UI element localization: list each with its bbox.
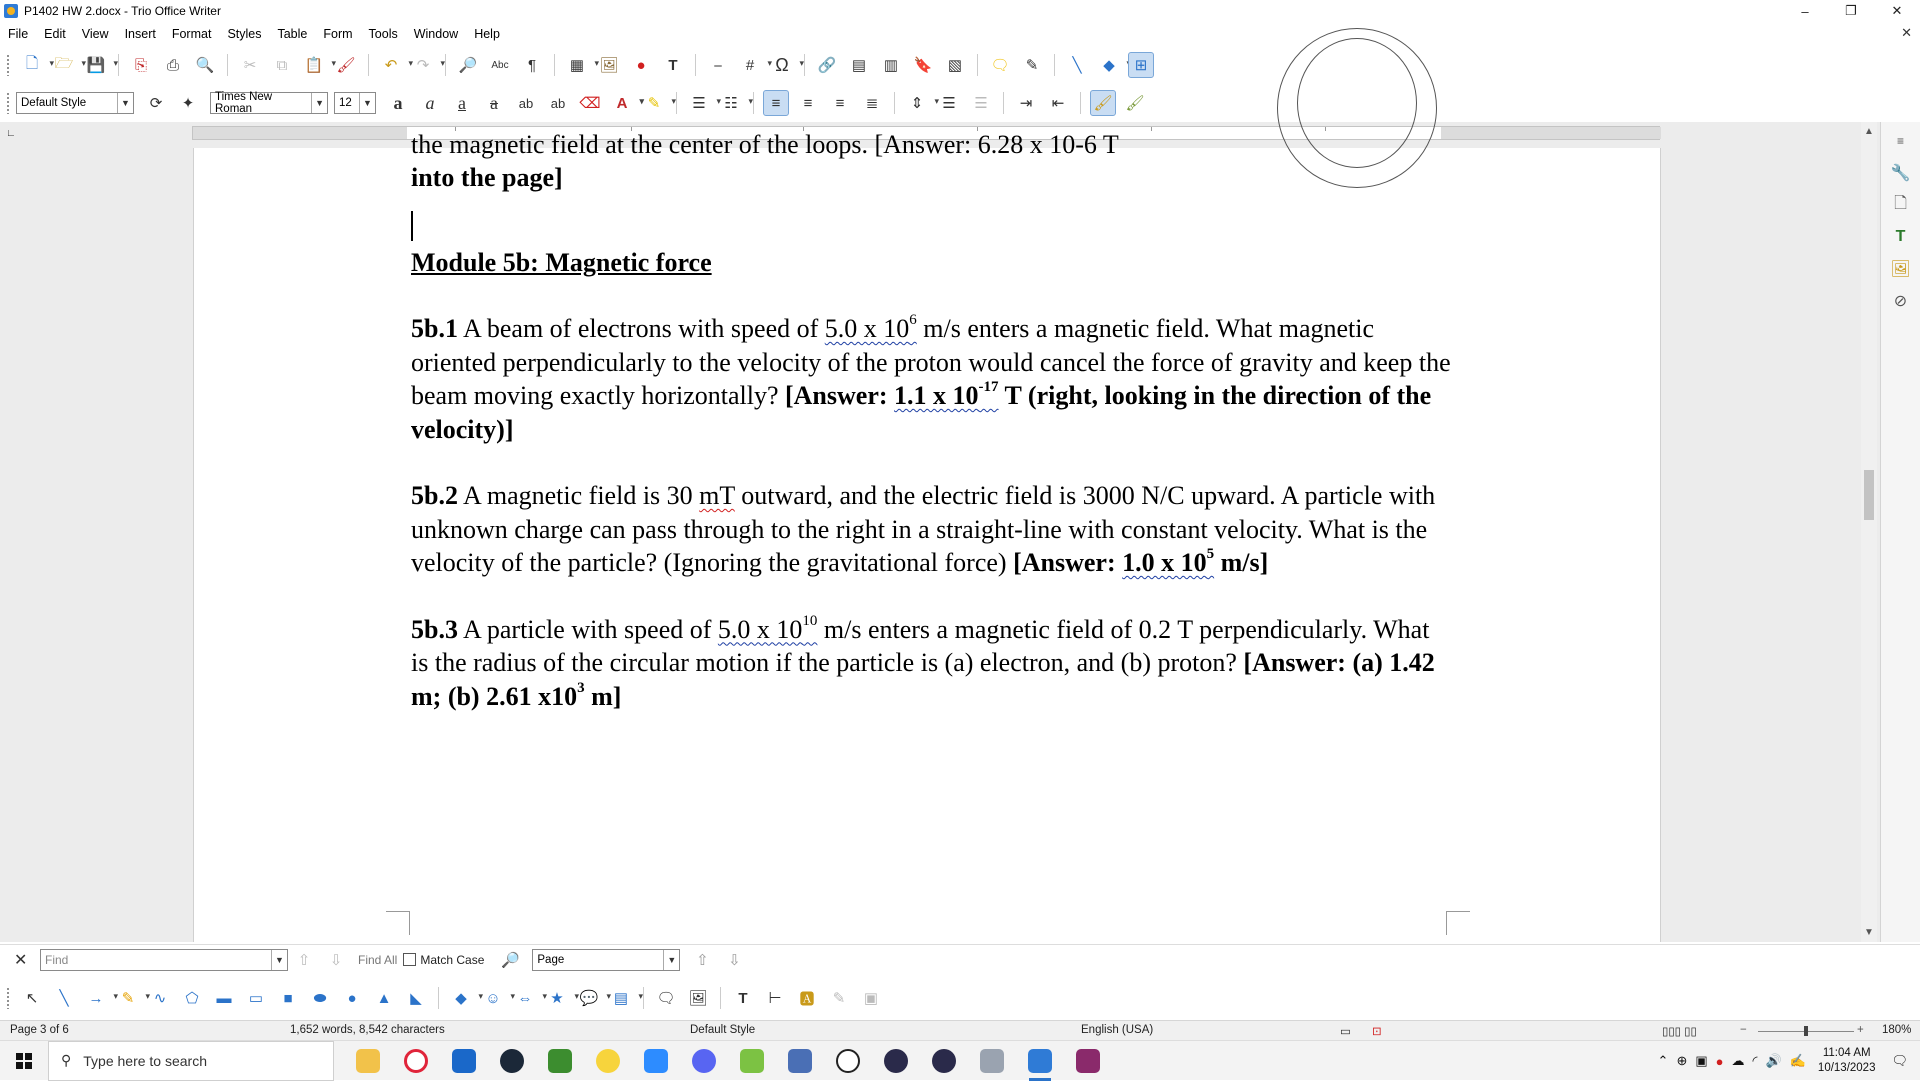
scroll-down-icon[interactable]: ▼ bbox=[1864, 927, 1874, 938]
insert-textbox-icon[interactable]: T bbox=[668, 56, 678, 74]
clock-date: 10/13/2023 bbox=[1817, 1062, 1876, 1074]
footnote-icon[interactable]: ▤ bbox=[851, 57, 867, 74]
align-left-icon[interactable]: ≡ bbox=[763, 90, 789, 116]
speed-exponent: 10 bbox=[802, 612, 818, 629]
answer-prefix: [Answer: (a) 1.42 m; (b) 2.61 x10 bbox=[411, 648, 1435, 711]
separator bbox=[753, 92, 754, 114]
separator bbox=[368, 54, 369, 76]
numbered-list-icon[interactable]: ☷ ▾ bbox=[718, 90, 744, 116]
align-center-icon[interactable]: ≡ bbox=[803, 94, 813, 112]
answer-line bbox=[411, 161, 1451, 195]
page-count[interactable]: Page 3 of 6 bbox=[10, 1024, 69, 1036]
font-size-value: 12 bbox=[339, 97, 352, 109]
network-app-icon[interactable] bbox=[781, 1041, 819, 1081]
menu-form[interactable]: Form bbox=[323, 27, 353, 41]
navigate-by-value: Page bbox=[537, 953, 565, 966]
separator bbox=[977, 54, 978, 76]
speed-value bbox=[825, 314, 917, 343]
increase-spacing-icon[interactable]: ☰ bbox=[942, 95, 956, 112]
answer-prefix: [Answer: bbox=[785, 381, 895, 410]
find-replace-icon[interactable]: 🔎 bbox=[458, 57, 478, 74]
separator bbox=[438, 987, 439, 1009]
speed-mantissa: 5.0 x 10 bbox=[717, 614, 803, 644]
properties-icon[interactable]: 🔧 bbox=[1890, 165, 1911, 182]
bookmark-icon[interactable]: 🔖 bbox=[913, 57, 933, 74]
fit-text-icon[interactable]: ⊢ bbox=[768, 990, 782, 1007]
close-findbar-icon[interactable]: ✕ bbox=[14, 951, 28, 969]
windows-logo-icon bbox=[16, 1053, 32, 1069]
volume-icon[interactable]: 🔊 bbox=[1765, 1053, 1782, 1068]
chevron-down-icon[interactable]: ▼ bbox=[663, 950, 679, 970]
gallery-icon[interactable]: 🖼 bbox=[1890, 261, 1911, 278]
extrusion-icon[interactable]: ▣ bbox=[863, 990, 879, 1007]
word-count[interactable]: 1,652 words, 8,542 characters bbox=[290, 1024, 445, 1036]
toolbar-grip bbox=[6, 54, 10, 76]
rounded-rectangle-icon[interactable]: ▭ bbox=[248, 990, 264, 1007]
question-label: 5b.3 bbox=[411, 614, 458, 644]
paste-icon[interactable]: 📋 ▾ bbox=[301, 52, 327, 78]
standard-toolbar bbox=[0, 48, 1920, 82]
insert-image-icon[interactable]: 🖼 bbox=[688, 990, 708, 1007]
arrow-line-icon[interactable]: → ▾ bbox=[83, 985, 109, 1011]
answer-suffix: T (right, looking in the direction of the velocity)] bbox=[411, 381, 1432, 444]
answer-suffix: m] bbox=[584, 681, 622, 711]
find-placeholder: Find bbox=[45, 952, 69, 967]
system-tray bbox=[1654, 1041, 1920, 1081]
answer-exponent: 3 bbox=[577, 679, 585, 696]
curve-icon[interactable]: ∿ bbox=[153, 990, 167, 1007]
redo-icon[interactable]: ↷ ▾ bbox=[410, 52, 436, 78]
triangle-icon[interactable]: ▲ bbox=[376, 989, 392, 1007]
separator bbox=[1054, 54, 1055, 76]
question-text: A beam of electrons with speed of bbox=[457, 314, 825, 343]
find-toolbar bbox=[0, 944, 1920, 974]
question-5b2 bbox=[411, 479, 1451, 580]
align-right-icon[interactable]: ≡ bbox=[835, 94, 845, 112]
menu-bar bbox=[0, 24, 1920, 44]
justify-icon[interactable]: ≣ bbox=[865, 95, 879, 112]
cross-reference-icon[interactable]: ▧ bbox=[947, 57, 963, 74]
paragraph-style-brush-icon[interactable]: 🖌 bbox=[1090, 90, 1116, 116]
paragraph-style-select[interactable] bbox=[16, 92, 134, 114]
right-triangle-icon[interactable]: ◣ bbox=[410, 990, 422, 1007]
open-folder-icon[interactable]: 🗁 ▾ bbox=[51, 52, 77, 78]
rectangle-icon[interactable]: ▬ bbox=[216, 989, 232, 1007]
italic-icon[interactable]: a bbox=[425, 92, 435, 113]
answer-suffix: m/s] bbox=[1214, 548, 1269, 577]
document-page[interactable] bbox=[193, 130, 1661, 942]
cut-icon[interactable]: ✂ bbox=[243, 57, 257, 74]
page-margin-corner-right bbox=[1446, 911, 1470, 935]
speed-exponent: 6 bbox=[909, 312, 917, 329]
scroll-thumb[interactable] bbox=[1864, 470, 1874, 520]
separator bbox=[720, 987, 721, 1009]
stars-icon[interactable]: ★ ▾ bbox=[544, 985, 570, 1011]
match-case-label: Match Case bbox=[420, 952, 485, 967]
decrease-spacing-icon[interactable]: ☰ bbox=[974, 95, 988, 112]
flowchart-icon[interactable]: ▤ ▾ bbox=[608, 985, 634, 1011]
menu-window[interactable]: Window bbox=[413, 27, 459, 41]
separator bbox=[695, 54, 696, 76]
start-button[interactable] bbox=[0, 1041, 48, 1081]
zoom-slider-handle[interactable] bbox=[1804, 1026, 1808, 1036]
spelling-icon[interactable]: Abc bbox=[491, 59, 509, 71]
zoom-out-icon[interactable]: − bbox=[1740, 1024, 1747, 1036]
onedrive-icon[interactable]: ☁ bbox=[1731, 1053, 1745, 1068]
paragraph-style-value: Default Style bbox=[21, 97, 87, 109]
toolbar-grip bbox=[6, 92, 10, 114]
find-previous-icon[interactable]: ⇧ bbox=[297, 951, 311, 969]
line-spacing-icon[interactable]: ⇕ ▾ bbox=[904, 90, 930, 116]
question-label: 5b.1 bbox=[411, 314, 458, 343]
answer-mantissa: 1.0 x 10 bbox=[1122, 548, 1207, 577]
page-style[interactable]: Default Style bbox=[690, 1024, 756, 1036]
document-workspace bbox=[0, 122, 1920, 942]
question-text: A magnetic field is 30 bbox=[457, 481, 700, 510]
navigate-by-select[interactable] bbox=[532, 949, 680, 971]
menu-edit[interactable]: Edit bbox=[44, 27, 66, 41]
document-modified-icon[interactable]: ⊡ bbox=[1372, 1026, 1382, 1038]
separator bbox=[1080, 92, 1081, 114]
symbol-shapes-icon[interactable]: ☺ ▾ bbox=[480, 985, 506, 1011]
basic-shapes-icon[interactable]: ◆ ▾ bbox=[448, 985, 474, 1011]
vertical-scrollbar[interactable] bbox=[1861, 122, 1877, 942]
character-style-brush-icon[interactable]: 🖌 bbox=[1125, 95, 1145, 112]
mail-icon[interactable] bbox=[445, 1041, 483, 1081]
callouts-icon[interactable]: 💬 ▾ bbox=[576, 985, 602, 1011]
window-title: P1402 HW 2.docx - Trio Office Writer bbox=[24, 4, 221, 18]
menu-format[interactable]: Format bbox=[171, 27, 212, 41]
unit-mt: mT bbox=[699, 481, 735, 510]
font-size-select[interactable] bbox=[334, 92, 376, 114]
page-margin-corner-left bbox=[386, 911, 410, 935]
restore-button[interactable]: ❐ bbox=[1845, 3, 1857, 18]
steam-icon[interactable] bbox=[493, 1041, 531, 1081]
menu-file[interactable]: File bbox=[8, 27, 29, 41]
insert-table-icon[interactable]: ▦ ▾ bbox=[564, 52, 590, 78]
highlight-color-icon[interactable]: ✎ ▾ bbox=[641, 90, 667, 116]
circle-icon[interactable]: ● bbox=[347, 989, 357, 1007]
copy-icon[interactable]: ⧉ bbox=[276, 56, 288, 74]
menu-styles[interactable]: Styles bbox=[227, 27, 262, 41]
ellipse-icon[interactable]: ⬬ bbox=[313, 989, 327, 1007]
question-5b1 bbox=[411, 312, 1451, 446]
update-style-icon[interactable]: ⟳ bbox=[149, 95, 163, 112]
select-pointer-icon[interactable]: ↖ bbox=[25, 990, 39, 1007]
separator bbox=[227, 54, 228, 76]
insert-callout-icon[interactable]: 🗨 bbox=[656, 990, 676, 1007]
insert-chart-icon[interactable]: ● bbox=[636, 56, 646, 74]
fontwork-icon[interactable]: 🅰 bbox=[799, 990, 815, 1008]
print-icon[interactable]: ⎙ bbox=[166, 56, 179, 74]
hyperlink-icon[interactable]: 🔗 bbox=[817, 57, 837, 74]
font-color-icon[interactable]: A ▾ bbox=[609, 90, 635, 116]
export-pdf-icon[interactable]: ⎘ bbox=[134, 56, 147, 74]
text-cursor bbox=[411, 211, 413, 241]
freeform-icon[interactable]: ✎ ▾ bbox=[115, 985, 141, 1011]
menu-view[interactable]: View bbox=[81, 27, 109, 41]
decrease-indent-icon[interactable]: ⇤ bbox=[1051, 95, 1065, 112]
comment-icon[interactable]: 🗨 bbox=[990, 57, 1010, 74]
clock-time: 11:04 AM bbox=[1822, 1047, 1871, 1059]
answer-value bbox=[1122, 548, 1214, 577]
separator bbox=[1003, 92, 1004, 114]
answer-prefix: [Answer: bbox=[1013, 548, 1123, 577]
winrar-icon[interactable] bbox=[1069, 1041, 1107, 1081]
increase-indent-icon[interactable]: ⇥ bbox=[1019, 95, 1033, 112]
answer-exponent: 5 bbox=[1206, 546, 1215, 563]
bullet-list-icon[interactable]: ☰ ▾ bbox=[686, 90, 712, 116]
tab-stop-selector[interactable]: ∟ bbox=[6, 128, 16, 139]
find-replace-dialog-icon[interactable]: 🔎 bbox=[501, 951, 520, 969]
navigate-previous-icon[interactable]: ⇧ bbox=[696, 951, 709, 969]
zoom-in-icon[interactable]: + bbox=[1857, 1024, 1864, 1036]
taskbar-search[interactable] bbox=[48, 1041, 334, 1081]
find-next-icon[interactable]: ⇩ bbox=[329, 951, 343, 969]
notifications-icon[interactable]: 🗨 bbox=[1891, 1053, 1908, 1068]
find-input[interactable] bbox=[40, 949, 288, 971]
taskbar-search-placeholder: Type here to search bbox=[83, 1052, 208, 1069]
save-icon[interactable]: 💾 ▾ bbox=[83, 52, 109, 78]
search-icon: ⚲ bbox=[61, 1052, 72, 1068]
font-name-value: Times New Roman bbox=[215, 91, 273, 115]
spacer bbox=[411, 279, 1451, 312]
find-all-button[interactable]: Find All bbox=[358, 952, 398, 967]
chevron-down-icon[interactable]: ▼ bbox=[359, 93, 375, 113]
undo-icon[interactable]: ↶ ▾ bbox=[378, 52, 404, 78]
separator bbox=[643, 987, 644, 1009]
menu-help[interactable]: Help bbox=[474, 27, 500, 41]
question-text: m/s enters a magnetic field of 0.2 T perpendicularly. What is the radius of the circular motion if the particle is (a) electron, and (b) proton? bbox=[411, 614, 1430, 677]
media-app-icon[interactable] bbox=[877, 1041, 915, 1081]
module-heading: Module 5b: Magnetic force bbox=[411, 247, 712, 277]
answer-value bbox=[894, 381, 999, 410]
title-bar bbox=[0, 0, 1920, 22]
status-bar bbox=[0, 1020, 1920, 1040]
separator bbox=[445, 54, 446, 76]
endnote-icon[interactable]: ▥ bbox=[883, 57, 899, 74]
window-controls bbox=[1782, 0, 1920, 22]
file-explorer-icon[interactable] bbox=[349, 1041, 387, 1081]
language[interactable]: English (USA) bbox=[1081, 1024, 1154, 1036]
chevron-down-icon[interactable]: ▼ bbox=[311, 93, 327, 113]
page-break-icon[interactable]: ⎯ bbox=[714, 56, 722, 74]
minecraft-icon[interactable] bbox=[541, 1041, 579, 1081]
cut-off-line: the magnetic field at the center of the loops. [Answer: 6.28 x 10-6 T bbox=[411, 130, 1119, 159]
clone-formatting-icon[interactable]: 🖌 bbox=[336, 57, 356, 74]
question-text: A particle with speed of bbox=[457, 614, 718, 644]
separator bbox=[804, 54, 805, 76]
block-arrows-icon[interactable]: ⇔ ▾ bbox=[512, 985, 538, 1011]
font-name-select[interactable] bbox=[210, 92, 328, 114]
menu-table[interactable]: Table bbox=[277, 27, 308, 41]
separator bbox=[118, 54, 119, 76]
page-icon[interactable]: 🗋 bbox=[1894, 194, 1907, 212]
answer-text: into the page] bbox=[411, 163, 563, 192]
question-5b3 bbox=[411, 613, 1451, 714]
styles-icon[interactable]: T bbox=[1895, 228, 1906, 245]
sidebar-deck bbox=[1880, 122, 1920, 942]
tray-app-icon[interactable]: ⊕ bbox=[1676, 1053, 1688, 1068]
spacer bbox=[411, 580, 1451, 613]
navigate-next-icon[interactable]: ⇩ bbox=[728, 951, 741, 969]
zoom-icon[interactable] bbox=[637, 1041, 675, 1081]
windows-taskbar bbox=[0, 1040, 1920, 1080]
separator bbox=[554, 54, 555, 76]
formatting-toolbar bbox=[0, 88, 1920, 118]
tray-overflow-icon[interactable]: ⌃ bbox=[1657, 1053, 1669, 1068]
strikethrough-icon[interactable]: a bbox=[490, 92, 498, 113]
spacer bbox=[411, 446, 1451, 479]
answer bbox=[1013, 548, 1268, 577]
scroll-up-icon[interactable]: ▲ bbox=[1864, 126, 1874, 137]
toolbar-grip bbox=[6, 987, 10, 1009]
polygon-icon[interactable]: ⬠ bbox=[185, 990, 199, 1007]
view-layout-icons[interactable]: ▯▯▯ ▯▯ bbox=[1662, 1026, 1697, 1038]
chevron-down-icon[interactable]: ▼ bbox=[271, 950, 287, 970]
insert-field-icon[interactable]: # ▾ bbox=[737, 52, 763, 78]
chevron-down-icon[interactable]: ▼ bbox=[117, 93, 133, 113]
toggle-point-edit-icon[interactable]: ✎ bbox=[832, 990, 846, 1007]
textbox-icon[interactable]: T bbox=[738, 989, 748, 1007]
match-case-checkbox[interactable] bbox=[403, 953, 416, 966]
line-icon[interactable]: ╲ bbox=[1072, 57, 1082, 74]
close-document-icon[interactable]: ✕ bbox=[1901, 25, 1912, 40]
separator bbox=[894, 92, 895, 114]
tray-antivirus-icon[interactable]: ● bbox=[1715, 1053, 1724, 1069]
speed-value bbox=[717, 612, 818, 644]
formatting-marks-icon[interactable]: ¶ bbox=[527, 56, 537, 74]
tray-monitor-icon[interactable]: ▣ bbox=[1695, 1053, 1708, 1068]
subscript-icon[interactable]: ab bbox=[550, 95, 566, 111]
question-text: outward, and the electric field is 3000 N/C upward. A particle with unknown charge can pass through to the right in a straight-line with constant velocity. What is the velocity of the particle? (Ignoring the gravitational force) bbox=[411, 481, 1436, 577]
zoom-level[interactable]: 180% bbox=[1882, 1024, 1912, 1036]
track-changes-icon[interactable]: ✎ bbox=[1025, 57, 1039, 74]
close-window-button[interactable]: ✕ bbox=[1891, 3, 1903, 18]
ruler-margin-right bbox=[1441, 127, 1661, 139]
special-character-icon[interactable]: Ω ▾ bbox=[769, 52, 795, 78]
separator bbox=[676, 92, 677, 114]
taskbar-apps bbox=[344, 1041, 1112, 1081]
drawing-toolbar bbox=[0, 982, 1920, 1014]
question-text: m/s enters a magnetic field. What magnetic oriented perpendicularly to the velocity of the proton would cancel the force of gravity and keep the beam moving exactly horizontally? bbox=[411, 314, 1451, 410]
underline-icon[interactable]: a bbox=[458, 92, 466, 113]
basic-shapes-icon[interactable]: ◆ ▾ bbox=[1096, 52, 1122, 78]
answer-mantissa: 1.1 x 10 bbox=[894, 381, 979, 410]
question-label: 5b.2 bbox=[411, 481, 458, 510]
penguin-app-icon[interactable] bbox=[829, 1041, 867, 1081]
pen-icon[interactable]: ✍ bbox=[1789, 1053, 1806, 1068]
clear-formatting-icon[interactable]: ⌫ bbox=[579, 95, 601, 112]
draw-functions-icon[interactable]: ⊞ bbox=[1128, 52, 1154, 78]
navigator-icon[interactable]: ⊘ bbox=[1893, 293, 1908, 310]
sidebar-menu-icon[interactable]: ≡ bbox=[1896, 134, 1904, 148]
media-app-2-icon[interactable] bbox=[925, 1041, 963, 1081]
notes-app-icon[interactable] bbox=[733, 1041, 771, 1081]
clock[interactable] bbox=[1818, 1046, 1876, 1076]
square-icon[interactable]: ■ bbox=[283, 989, 293, 1007]
wifi-icon[interactable]: ◜ bbox=[1752, 1053, 1758, 1068]
pencil-app-icon[interactable] bbox=[589, 1041, 627, 1081]
superscript-icon[interactable]: ab bbox=[518, 95, 534, 111]
speed-mantissa: 5.0 x 10 bbox=[824, 314, 910, 343]
document-body[interactable] bbox=[411, 128, 1451, 713]
discord-icon[interactable] bbox=[685, 1041, 723, 1081]
insert-image-icon[interactable]: 🖼 bbox=[599, 57, 619, 74]
bold-icon[interactable]: a bbox=[393, 92, 403, 113]
ruler-margin-left bbox=[193, 127, 407, 139]
menu-insert[interactable]: Insert bbox=[124, 27, 156, 41]
selection-mode-icon[interactable]: ▭ bbox=[1340, 1026, 1351, 1038]
draw-line-icon[interactable]: ╲ bbox=[59, 990, 69, 1007]
new-document-icon[interactable]: 🗋 ▾ bbox=[19, 52, 45, 78]
menu-tools[interactable]: Tools bbox=[368, 27, 398, 41]
new-style-icon[interactable]: ✦ bbox=[181, 95, 195, 112]
print-preview-icon[interactable]: 🔍 bbox=[195, 57, 215, 74]
audio-app-icon[interactable] bbox=[973, 1041, 1011, 1081]
minimize-button[interactable]: – bbox=[1801, 3, 1809, 19]
opera-browser-icon[interactable] bbox=[397, 1041, 435, 1081]
app-logo-icon bbox=[4, 4, 18, 18]
trio-writer-taskbar-icon[interactable] bbox=[1021, 1041, 1059, 1081]
answer-exponent: -17 bbox=[978, 379, 999, 396]
